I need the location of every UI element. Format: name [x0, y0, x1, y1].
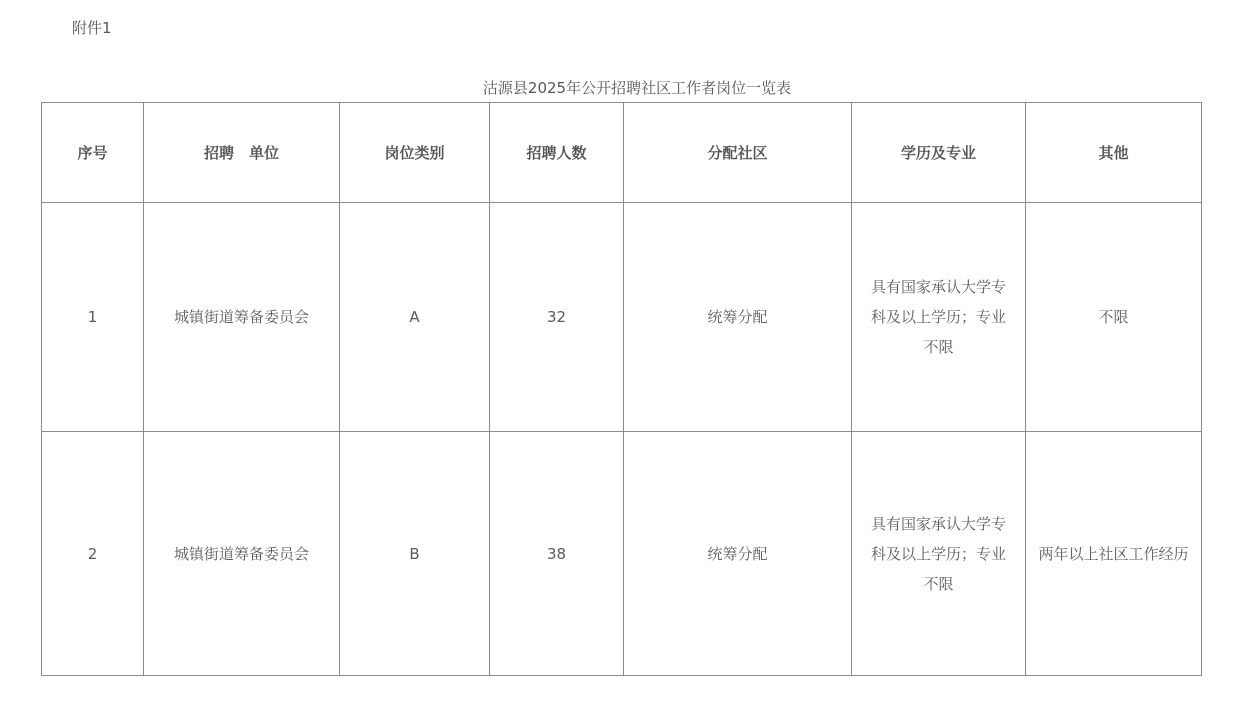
positions-table	[41, 102, 1202, 676]
cell-unit: 城镇街道筹备委员会	[144, 432, 340, 676]
cell-education-container	[852, 432, 1026, 676]
attachment-label: 附件1	[72, 19, 112, 37]
cell-other: 两年以上社区工作经历	[1026, 432, 1202, 676]
cell-other: 不限	[1026, 203, 1202, 432]
page-title: 沽源县2025年公开招聘社区工作者岗位一览表	[482, 79, 792, 97]
column-header-count: 招聘人数	[490, 103, 624, 203]
cell-index: 1	[42, 203, 144, 432]
cell-category: B	[340, 432, 490, 676]
table-header-row	[42, 103, 1202, 203]
cell-count: 32	[490, 203, 624, 432]
cell-education: 具有国家承认大学专科及以上学历；专业不限	[870, 514, 1006, 593]
column-header-community: 分配社区	[624, 103, 852, 203]
column-header-unit: 招聘 单位	[144, 103, 340, 203]
cell-education-container	[852, 203, 1026, 432]
cell-education: 具有国家承认大学专科及以上学历；专业不限	[870, 278, 1006, 356]
cell-category: A	[340, 203, 490, 432]
cell-count: 38	[490, 432, 624, 676]
cell-index: 2	[42, 432, 144, 676]
cell-community: 统筹分配	[624, 203, 852, 432]
column-header-category: 岗位类别	[340, 103, 490, 203]
column-header-education: 学历及专业	[852, 103, 1026, 203]
column-header-other: 其他	[1026, 103, 1202, 203]
table-row	[42, 203, 1202, 432]
cell-unit: 城镇街道筹备委员会	[144, 203, 340, 432]
cell-community: 统筹分配	[624, 432, 852, 676]
table-row	[42, 432, 1202, 676]
column-header-index: 序号	[42, 103, 144, 203]
